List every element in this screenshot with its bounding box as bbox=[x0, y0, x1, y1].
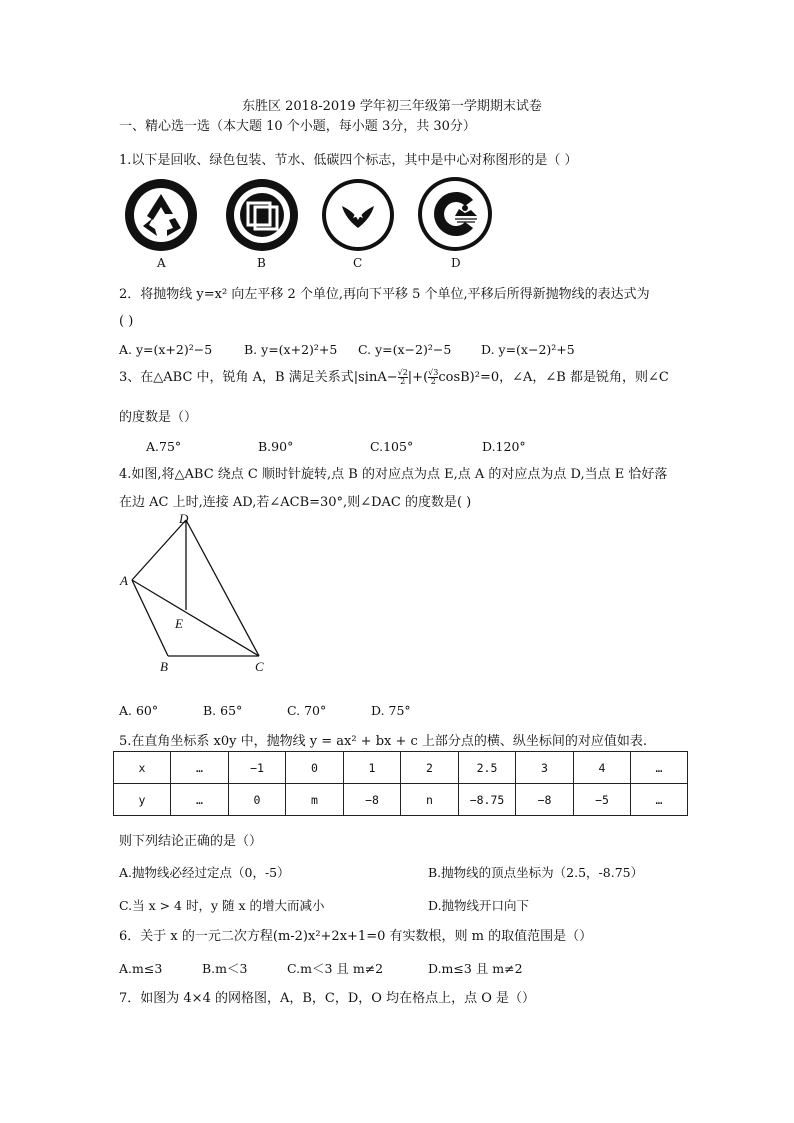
question-5-option-c: C.当 x > 4 时，y 随 x 的增大而减小 bbox=[119, 898, 325, 913]
question-3-option-b: B.90° bbox=[258, 439, 294, 454]
question-4-option-b: B. 65° bbox=[203, 703, 243, 718]
table-cell: −8 bbox=[516, 784, 574, 816]
page-title: 东胜区 2018-2019 学年初三年级第一学期期末试卷 bbox=[242, 99, 542, 114]
sqrt2-over-2: $\frac{√2}{2}$ bbox=[397, 368, 408, 386]
point-label-e: E bbox=[175, 616, 183, 631]
table-cell: 2.5 bbox=[459, 752, 516, 784]
question-5-text: 5.在直角坐标系 x0y 中，抛物线 y = ax² + bx + c 上部分点的横、纵坐标间的对应值如表. bbox=[119, 734, 648, 749]
question-3-option-c: C.105° bbox=[370, 439, 414, 454]
option-label-a: A bbox=[157, 256, 166, 270]
table-cell: x bbox=[114, 752, 171, 784]
option-label-c: C bbox=[353, 256, 363, 270]
question-3-prefix: 3、在△ABC 中，锐角 A，B 满足关系式|sinA− bbox=[119, 370, 398, 385]
table-cell: −8 bbox=[344, 784, 401, 816]
sqrt3-over-2: $\frac{√3}{2}$ bbox=[428, 368, 439, 386]
table-row-x bbox=[114, 752, 688, 784]
point-label-d: D bbox=[179, 511, 189, 526]
question-6-option-d: D.m≤3 且 m≠2 bbox=[428, 961, 523, 976]
table-cell: n bbox=[401, 784, 459, 816]
green-package-logo-icon bbox=[224, 178, 300, 252]
table-cell: y bbox=[114, 784, 171, 816]
question-2-option-c: C. y=(x−2)²−5 bbox=[358, 342, 452, 357]
question-6-option-b: B.m＜3 bbox=[202, 961, 248, 976]
table-cell: −8.75 bbox=[459, 784, 516, 816]
question-6-option-c: C.m＜3 且 m≠2 bbox=[287, 961, 384, 976]
question-4-option-c: C. 70° bbox=[287, 703, 327, 718]
question-3-line2: 的度数是（） bbox=[119, 410, 198, 425]
question-2-option-b: B. y=(x+2)²+5 bbox=[244, 342, 338, 357]
point-label-b: B bbox=[160, 659, 168, 674]
question-3-option-a: A.75° bbox=[146, 439, 182, 454]
point-label-c: C bbox=[255, 659, 264, 674]
table-cell: 2 bbox=[401, 752, 459, 784]
table-cell: 0 bbox=[286, 752, 344, 784]
option-label-b: B bbox=[257, 256, 266, 270]
question-2-option-a: A. y=(x+2)²−5 bbox=[119, 342, 213, 357]
table-cell: … bbox=[631, 752, 688, 784]
table-cell: m bbox=[286, 784, 344, 816]
question-4-line2: 在边 AC 上时,连接 AD,若∠ACB=30°,则∠DAC 的度数是( ) bbox=[119, 495, 472, 510]
value-table bbox=[113, 751, 688, 816]
table-cell: 0 bbox=[229, 784, 286, 816]
question-5-option-d: D.抛物线开口向下 bbox=[428, 898, 530, 913]
question-4-option-a: A. 60° bbox=[119, 703, 159, 718]
recycle-logo-icon bbox=[123, 178, 199, 252]
point-label-a: A bbox=[120, 573, 128, 588]
option-label-d: D bbox=[451, 256, 461, 270]
question-4-line1: 4.如图,将△ABC 绕点 C 顺时针旋转,点 B 的对应点为点 E,点 A 的对应点为点 D,当点 E 恰好落 bbox=[119, 467, 668, 482]
section-heading: 一、精心选一选（本大题 10 个小题，每小题 3分，共 30分） bbox=[119, 119, 476, 134]
question-5-option-a: A.抛物线必经过定点（0，-5） bbox=[119, 865, 290, 880]
question-5-prompt: 则下列结论正确的是（） bbox=[119, 834, 263, 849]
table-row-y bbox=[114, 784, 688, 816]
table-cell: 1 bbox=[344, 752, 401, 784]
question-5-option-b: B.抛物线的顶点坐标为（2.5，-8.75） bbox=[428, 865, 644, 880]
question-3-option-d: D.120° bbox=[482, 439, 526, 454]
question-7-text: 7．如图为 4×4 的网格图，A，B，C，D，O 均在格点上，点 O 是（） bbox=[119, 991, 535, 1006]
table-cell: … bbox=[171, 784, 229, 816]
table-cell: 4 bbox=[574, 752, 631, 784]
low-carbon-logo-icon bbox=[417, 176, 493, 252]
table-cell: −5 bbox=[574, 784, 631, 816]
question-3-suffix: cosB)²=0，∠A，∠B 都是锐角，则∠C bbox=[438, 370, 669, 385]
question-1-text: 1.以下是回收、绿色包装、节水、低碳四个标志，其中是中心对称图形的是（ ） bbox=[119, 153, 578, 168]
question-4-option-d: D. 75° bbox=[371, 703, 411, 718]
table-cell: … bbox=[171, 752, 229, 784]
question-2-paren: ( ) bbox=[119, 314, 134, 329]
water-saving-logo-icon bbox=[320, 178, 396, 252]
question-6-text: 6．关于 x 的一元二次方程(m-2)x²+2x+1=0 有实数根，则 m 的取值范围是（） bbox=[119, 929, 593, 944]
question-2-option-d: D. y=(x−2)²+5 bbox=[481, 342, 575, 357]
table-cell: 3 bbox=[516, 752, 574, 784]
table-cell: … bbox=[631, 784, 688, 816]
table-cell: −1 bbox=[229, 752, 286, 784]
question-2-text: 2．将抛物线 y=x² 向左平移 2 个单位,再向下平移 5 个单位,平移后所得新抛物线的表达式为 bbox=[119, 287, 650, 302]
rotation-triangle-figure bbox=[115, 510, 275, 678]
question-3-text bbox=[119, 369, 669, 387]
question-6-option-a: A.m≤3 bbox=[119, 961, 163, 976]
question-3-mid: |+( bbox=[407, 370, 429, 385]
